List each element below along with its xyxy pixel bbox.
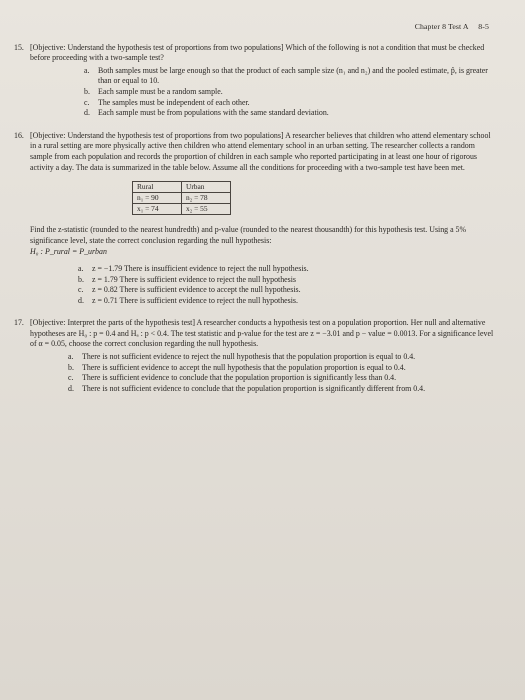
table-cell: x₁ = 74 xyxy=(133,204,182,215)
choice-letter: c. xyxy=(84,97,90,107)
chapter-label: Chapter 8 Test A xyxy=(414,22,469,31)
choice-letter: a. xyxy=(78,263,84,273)
choice-text: There is sufficient evidence to conclude that the population proportion is significantly less than 0.4. xyxy=(82,373,397,383)
page-number: 8-5 xyxy=(478,22,489,31)
table-cell: x₂ = 55 xyxy=(182,204,231,215)
choice-text: z = 0.71 There is sufficient evidence to reject the null hypothesis. xyxy=(92,295,298,305)
choice-letter: c. xyxy=(68,373,74,383)
question-number: 17. xyxy=(14,318,24,328)
table-header-cell: Urban xyxy=(182,182,231,193)
answer-choice[interactable] xyxy=(84,98,495,109)
question-16 xyxy=(14,131,495,307)
question-text: [Objective: Interpret the parts of the hypothesis test] A researcher conducts a hypothesis test on a population proportion. Her null and alternative hypotheses are H₀ : p = 0.4 and Hₐ : p < 0.4. The test statistic and p-value for the test are z = −3.01 and p − value = 0.0013. For a significance level of α = 0.05, choose the correct conclusion regarding the null hypothesis. xyxy=(30,318,494,349)
answer-choice[interactable] xyxy=(78,285,495,296)
page-header xyxy=(14,22,489,33)
choice-letter: c. xyxy=(78,285,84,295)
answer-choices xyxy=(84,66,495,119)
answer-choice[interactable] xyxy=(68,384,475,395)
answer-choice[interactable] xyxy=(68,352,475,363)
answer-choice[interactable] xyxy=(78,296,495,307)
question-number: 15. xyxy=(14,42,24,52)
choice-letter: b. xyxy=(84,86,90,96)
answer-choices xyxy=(68,352,475,394)
answer-choice[interactable] xyxy=(84,66,495,87)
null-hypothesis: H₀ : P_rural = P_urban xyxy=(30,247,107,257)
choice-letter: a. xyxy=(68,352,74,362)
choice-letter: a. xyxy=(84,65,90,75)
answer-choice[interactable] xyxy=(68,363,475,374)
choice-text: There is sufficient evidence to accept the null hypothesis that the population proportion is equal to 0.4. xyxy=(82,362,406,372)
choice-text: There is not sufficient evidence to conclude that the population proportion is significantly different from 0.4. xyxy=(82,383,426,393)
table-header-row xyxy=(133,182,231,193)
table-header-cell: Rural xyxy=(133,182,182,193)
choice-text: Each sample must be a random sample. xyxy=(98,86,223,96)
table-cell: n₂ = 78 xyxy=(182,193,231,204)
answer-choices xyxy=(78,264,495,306)
question-followup: Find the z-statistic (rounded to the nearest hundredth) and p-value (rounded to the nearest thousandth) for this hypothesis test. Using a 5% significance level, state the correct conclusion regarding the null hypothesis: xyxy=(30,225,467,245)
answer-choice[interactable] xyxy=(84,87,495,98)
choice-letter: b. xyxy=(68,362,74,372)
table-row xyxy=(133,204,231,215)
choice-letter: b. xyxy=(78,274,84,284)
sample-data-table xyxy=(132,181,231,215)
choice-text: The samples must be independent of each other. xyxy=(98,97,250,107)
question-text: [Objective: Understand the hypothesis test of proportions from two populations] Which of the following is not a condition that must be checked before proceeding with a two-sample test? xyxy=(30,42,485,63)
choice-text: Each sample must be from populations with the same standard deviation. xyxy=(98,108,329,118)
table-cell: n₁ = 90 xyxy=(133,193,182,204)
choice-text: z = 0.82 There is sufficient evidence to accept the null hypothesis. xyxy=(92,285,301,295)
answer-choice[interactable] xyxy=(78,275,495,286)
choice-text: z = 1.79 There is sufficient evidence to reject the null hypothesis xyxy=(92,274,296,284)
question-number: 16. xyxy=(14,130,24,140)
choice-letter: d. xyxy=(68,383,74,393)
question-17 xyxy=(14,318,495,394)
answer-choice[interactable] xyxy=(84,108,495,119)
choice-text: Both samples must be large enough so that the product of each sample size (n₁ and n₂) and the pooled estimate, p̂, is greater than or equal to 10. xyxy=(98,65,488,86)
table-row xyxy=(133,193,231,204)
choice-letter: d. xyxy=(84,108,90,118)
question-15 xyxy=(14,43,495,119)
question-text: [Objective: Understand the hypothesis test of proportions from two populations] A researcher believes that children who attend elementary school in a rural setting are more physically active then children who attend elementary school in an urban setting. The researcher collects a random sample from each population and records the proportion of children in each sample who reported participating in at least one hour of rigorous activity a day. The data is summarized in the table below. Assume all the conditions for proceeding with a two-sample test have been met. xyxy=(30,130,491,172)
answer-choice[interactable] xyxy=(68,373,475,384)
choice-text: z = −1.79 There is insufficient evidence to reject the null hypothesis. xyxy=(92,263,309,273)
answer-choice[interactable] xyxy=(78,264,495,275)
choice-text: There is not sufficient evidence to reject the null hypothesis that the population proportion is equal to 0.4. xyxy=(82,352,416,362)
choice-letter: d. xyxy=(78,295,84,305)
